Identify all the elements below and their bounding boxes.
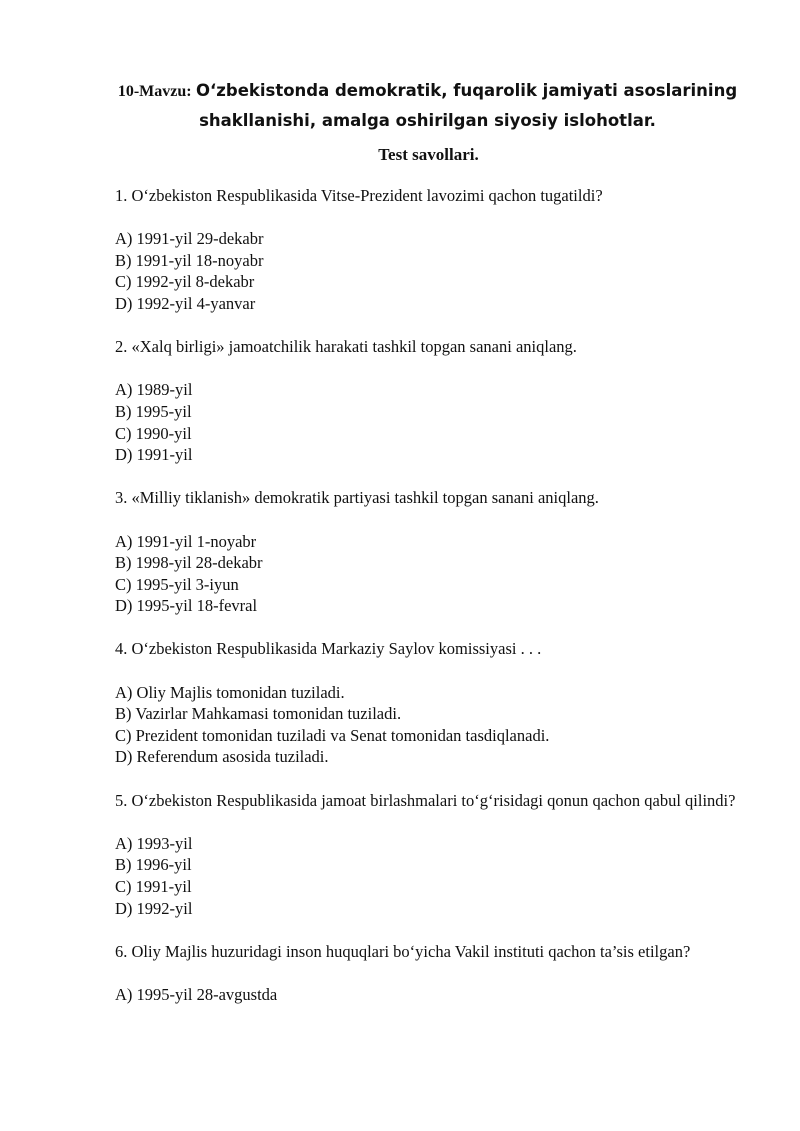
answer-option: D) 1995-yil 18-fevral: [115, 596, 258, 616]
answer-option: B) Vazirlar Mahkamasi tomonidan tuziladi.: [115, 704, 402, 724]
question-text: 6. Oliy Majlis huzuridagi inson huquqlari bo‘yicha Vakil instituti qachon ta’sis etilgan?: [115, 941, 691, 961]
answer-options: [115, 984, 743, 1006]
answer-option: C) 1992-yil 8-dekabr: [115, 272, 255, 292]
answer-option: D) Referendum asosida tuziladi.: [115, 747, 329, 767]
answer-option: D) 1991-yil: [115, 445, 193, 465]
answer-option: C) 1990-yil: [115, 423, 192, 443]
answer-option: A) 1991-yil 29-dekabr: [115, 229, 264, 249]
questions-list: [115, 185, 743, 1027]
question-text: 4. O‘zbekiston Respublikasida Markaziy Saylov komissiyasi . . .: [115, 639, 542, 659]
answer-option: A) 1991-yil 1-noyabr: [115, 531, 257, 551]
question-block: [115, 487, 743, 617]
question-text: 3. «Milliy tiklanish» demokratik partiyasi tashkil topgan sanani aniqlang.: [115, 488, 599, 508]
page-title: [90, 76, 765, 135]
answer-option: C) Prezident tomonidan tuziladi va Senat tomonidan tasdiqlanadi.: [115, 725, 550, 745]
answer-option: B) 1996-yil: [115, 855, 192, 875]
answer-options: [115, 228, 743, 314]
answer-option: A) Oliy Majlis tomonidan tuziladi.: [115, 682, 345, 702]
answer-options: [115, 833, 743, 919]
question-block: [115, 790, 743, 920]
section-heading: Test savollari.: [378, 145, 479, 164]
answer-option: D) 1992-yil: [115, 898, 193, 918]
question-block: [115, 336, 743, 466]
question-text: 2. «Xalq birligi» jamoatchilik harakati tashkil topgan sanani aniqlang.: [115, 337, 577, 357]
topic-title: O‘zbekistonda demokratik, fuqarolik jamiyati asoslarining shakllanishi, amalga oshirilgan siyosiy islohotlar.: [195, 81, 738, 130]
answer-options: [115, 379, 743, 465]
answer-options: [115, 682, 743, 768]
question-block: [115, 185, 743, 315]
answer-option: C) 1991-yil: [115, 877, 192, 896]
question-text: 1. O‘zbekiston Respublikasida Vitse-Prezident lavozimi qachon tugatildi?: [115, 186, 603, 205]
answer-option: A) 1995-yil 28-avgustda: [115, 984, 278, 1004]
question-block: [115, 941, 743, 1006]
answer-option: C) 1995-yil 3-iyun: [115, 574, 239, 594]
topic-number: 10-Mavzu:: [117, 83, 192, 100]
answer-options: [115, 531, 743, 617]
answer-option: A) 1993-yil: [115, 833, 193, 853]
question-text: 5. O‘zbekiston Respublikasida jamoat birlashmalari to‘g‘risidagi qonun qachon qabul qilindi?: [115, 790, 736, 810]
answer-option: B) 1991-yil 18-noyabr: [115, 250, 264, 270]
answer-option: B) 1998-yil 28-dekabr: [115, 553, 263, 573]
answer-option: A) 1989-yil: [115, 380, 193, 400]
answer-option: B) 1995-yil: [115, 401, 192, 421]
question-block: [115, 638, 743, 768]
answer-option: D) 1992-yil 4-yanvar: [115, 293, 256, 313]
